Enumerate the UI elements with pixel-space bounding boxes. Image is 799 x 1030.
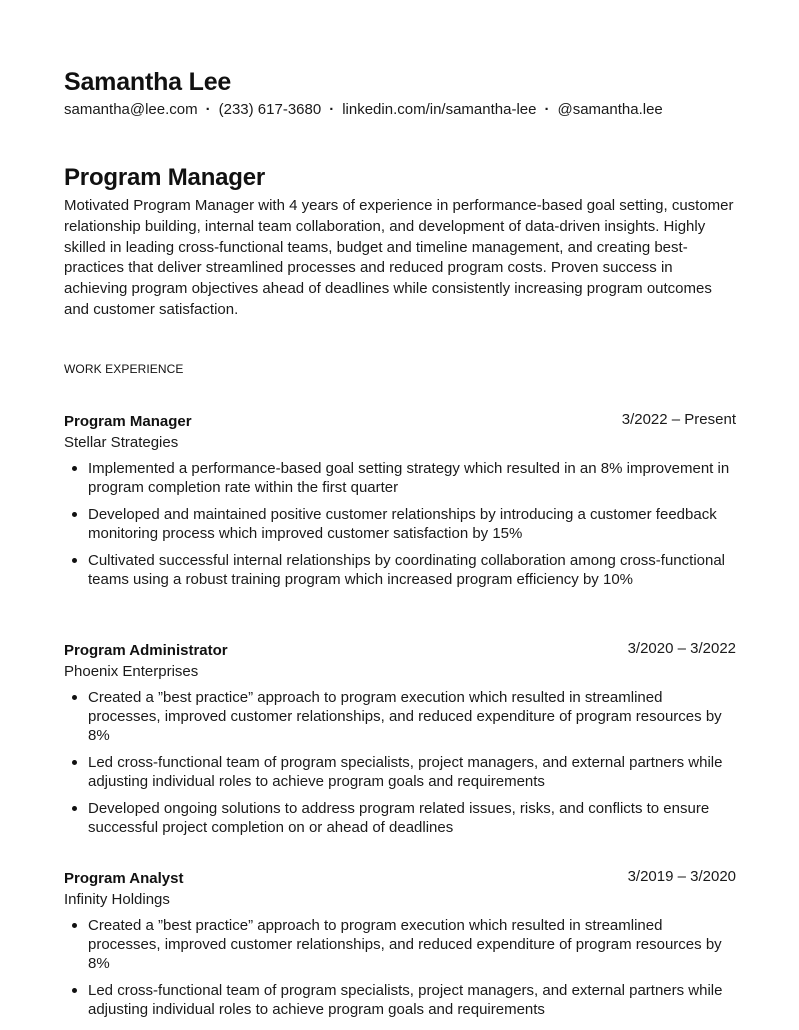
candidate-name: Samantha Lee bbox=[64, 68, 232, 96]
job-entry bbox=[64, 639, 736, 845]
contact-separator: · bbox=[329, 101, 335, 118]
job-bullet-text: Cultivated successful internal relationships by coordinating collaboration among cross-functional teams using a robust training program which increased program efficiency by 10% bbox=[88, 552, 726, 588]
bullet-dot-icon bbox=[72, 760, 77, 765]
contact-phone[interactable]: (233) 617-3680 bbox=[218, 101, 322, 118]
job-title: Program Manager bbox=[64, 413, 192, 430]
job-company: Phoenix Enterprises bbox=[64, 663, 199, 680]
job-bullet-text: Created a ”best practice” approach to program execution which resulted in streamlined processes, improved customer relationships, and reduced expenditure of program resources by 8% bbox=[88, 917, 722, 972]
contact-line bbox=[64, 100, 764, 120]
job-bullet bbox=[88, 459, 736, 497]
job-header bbox=[64, 639, 736, 661]
job-bullet-text: Led cross-functional team of program specialists, project managers, and external partners while adjusting individual roles to achieve program goals and requirements bbox=[88, 754, 723, 790]
job-header bbox=[64, 867, 736, 889]
bullet-dot-icon bbox=[72, 806, 77, 811]
job-entry bbox=[64, 410, 736, 597]
job-bullet bbox=[88, 551, 736, 589]
job-bullet bbox=[88, 688, 736, 745]
job-bullet-text: Developed and maintained positive customer relationships by introducing a customer feedback monitoring process which improved customer satisfaction by 15% bbox=[88, 506, 717, 542]
job-company: Infinity Holdings bbox=[64, 891, 170, 908]
contact-handle[interactable]: @samantha.lee bbox=[557, 101, 663, 118]
bullet-dot-icon bbox=[72, 466, 77, 471]
contact-linkedin[interactable]: linkedin.com/in/samantha-lee bbox=[342, 101, 537, 118]
job-bullet-text: Implemented a performance-based goal setting strategy which resulted in an 8% improvement in program completion rate within the first quarter bbox=[88, 460, 730, 496]
job-bullet-text: Created a ”best practice” approach to program execution which resulted in streamlined processes, improved customer relationships, and reduced expenditure of program resources by 8% bbox=[88, 689, 722, 744]
job-bullet-text: Developed ongoing solutions to address program related issues, risks, and conflicts to ensure successful project completion on or ahead of deadlines bbox=[88, 800, 710, 836]
bullet-dot-icon bbox=[72, 558, 77, 563]
job-dates: 3/2019 – 3/2020 bbox=[627, 868, 736, 885]
bullet-dot-icon bbox=[72, 988, 77, 993]
section-title-work-experience: WORK EXPERIENCE bbox=[64, 362, 184, 376]
job-title: Program Analyst bbox=[64, 870, 184, 887]
job-bullet-text: Led cross-functional team of program specialists, project managers, and external partners while adjusting individual roles to achieve program goals and requirements bbox=[88, 982, 723, 1018]
job-bullet-list bbox=[64, 688, 736, 837]
job-header bbox=[64, 410, 736, 432]
job-dates: 3/2022 – Present bbox=[621, 411, 736, 428]
job-bullet bbox=[88, 799, 736, 837]
job-bullet bbox=[88, 981, 736, 1019]
job-company: Stellar Strategies bbox=[64, 434, 179, 451]
resume-headline: Program Manager bbox=[64, 164, 266, 191]
contact-email[interactable]: samantha@lee.com bbox=[64, 101, 198, 118]
contact-separator: · bbox=[205, 101, 211, 118]
job-entry bbox=[64, 867, 736, 1027]
job-bullet-list bbox=[64, 459, 736, 589]
job-bullet bbox=[88, 916, 736, 973]
job-bullet bbox=[88, 753, 736, 791]
bullet-dot-icon bbox=[72, 695, 77, 700]
job-bullet-list bbox=[64, 916, 736, 1019]
job-title: Program Administrator bbox=[64, 642, 228, 659]
job-dates: 3/2020 – 3/2022 bbox=[627, 640, 736, 657]
contact-separator: · bbox=[544, 101, 550, 118]
bullet-dot-icon bbox=[72, 923, 77, 928]
professional-summary: Motivated Program Manager with 4 years of experience in performance-based goal setting, customer relationship building, internal team collaboration, and development of data-driven insights. Highly skilled in leading cross-functional teams, budget and timeline management, and creating best-practices that deliver streamlined processes and reduced program costs. Proven success in achieving program objectives ahead of deadlines while consistently increasing program outcomes and customer satisfaction. bbox=[64, 197, 734, 318]
bullet-dot-icon bbox=[72, 512, 77, 517]
job-bullet bbox=[88, 505, 736, 543]
